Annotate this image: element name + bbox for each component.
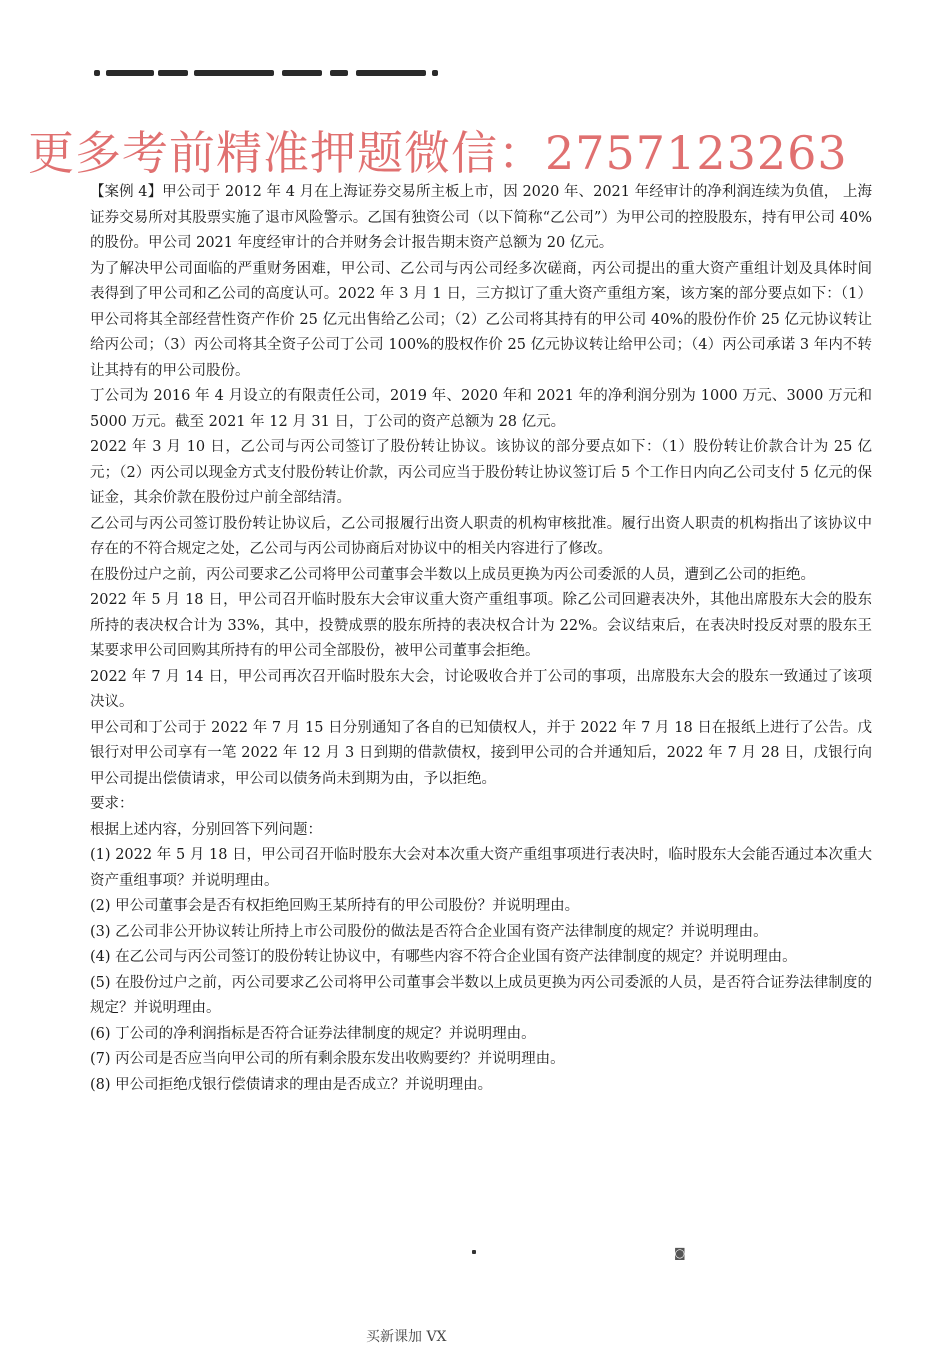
requirement-intro: 根据上述内容，分别回答下列问题：: [90, 821, 322, 838]
question-7: (7) 丙公司是否应当向甲公司的所有剩余股东发出收购要约？并说明理由。: [90, 1051, 565, 1067]
case-paragraph-2: 为了解决甲公司面临的严重财务困难，甲公司、乙公司与丙公司经多次磋商，丙公司提出的重大资产重组计划及具体时间表得到了甲公司和乙公司的高度认可。2022 年 3 月 1 日，三方拟订了重大资产重组方案，该方案的部分要点如下：（1）甲公司将其全部经营性资产作价 25 亿元出售给乙公司；（2）乙公司将其持有的甲公司 40%的股份作价 25 亿元协议转让给丙公司；（3）丙公司将其全资子公司丁公司 100%的股权作价 25 亿元协议转让给甲公司；（4）丙公司承诺 3 年内不转让其持有的甲公司股份。: [90, 260, 872, 379]
case-paragraph-1: [90, 180, 872, 257]
case-paragraph-6: 在股份过户之前，丙公司要求乙公司将甲公司董事会半数以上成员更换为丙公司委派的人员，遭到乙公司的拒绝。: [90, 566, 815, 583]
case-document: [90, 180, 872, 1098]
footer-text: 买新课加 VX: [366, 1329, 447, 1345]
scan-dot-mark: [472, 1250, 476, 1254]
case-paragraph-1-text: 甲公司于 2012 年 4 月在上海证券交易所主板上市，因 2020 年、2021 年经审计的净利润连续为负值， 上海证券交易所对其股票实施了退市风险警示。乙国有独资公司（以下简称“乙公司”）为甲公司的控股股东，持有甲公司 40%的股份。甲公司 2021 年度经审计的合并财务会计报告期末资产总额为 20 亿元。: [90, 184, 872, 251]
question-1: (1) 2022 年 5 月 18 日，甲公司召开临时股东大会对本次重大资产重组事项进行表决时，临时股东大会能否通过本次重大资产重组事项？并说明理由。: [90, 847, 872, 889]
case-paragraph-9: 甲公司和丁公司于 2022 年 7 月 15 日分别通知了各自的已知债权人，并于 2022 年 7 月 18 日在报纸上进行了公告。戊银行对甲公司享有一笔 2022 年 12 月 3 日到期的借款债权，接到甲公司的合并通知后，2022 年 7 月 28 日，戊银行向甲公司提出偿债请求，甲公司以债务尚未到期为由，予以拒绝。: [90, 719, 872, 787]
case-paragraph-3: 丁公司为 2016 年 4 月设立的有限责任公司，2019 年、2020 年和 2021 年的净利润分别为 1000 万元、3000 万元和 5000 万元。截至 2021 年 12 月 31 日，丁公司的资产总额为 28 亿元。: [90, 388, 872, 430]
case-paragraph-7: 2022 年 5 月 18 日，甲公司召开临时股东大会审议重大资产重组事项。除乙公司回避表决外，其他出席股东大会的股东所持的表决权合计为 33%，其中，投赞成票的股东所持的表决权合计为 22%。会议结束后，在表决时投反对票的股东王某要求甲公司回购其所持有的甲公司全部股份，被甲公司董事会拒绝。: [90, 592, 872, 659]
case-paragraph-4: 2022 年 3 月 10 日，乙公司与丙公司签订了股份转让协议。该协议的部分要点如下：（1）股份转让价款合计为 25 亿元；（2）丙公司以现金方式支付股份转让价款，丙公司应当于股份转让协议签订后 5 个工作日内向乙公司支付 5 亿元的保证金，其余价款在股份过户前全部结清。: [90, 439, 872, 506]
question-8: (8) 甲公司拒绝戊银行偿债请求的理由是否成立？并说明理由。: [90, 1076, 493, 1093]
header-scan-artifact: [94, 66, 444, 80]
requirement-label: 要求：: [90, 796, 134, 812]
question-2: (2) 甲公司董事会是否有权拒绝回购王某所持有的甲公司股份？并说明理由。: [90, 898, 580, 914]
watermark-text: 更多考前精准押题微信：2757123263: [28, 126, 848, 180]
question-3: (3) 乙公司非公开协议转让所持上市公司股份的做法是否符合企业国有资产法律制度的规定？并说明理由。: [90, 923, 768, 940]
question-6: (6) 丁公司的净利润指标是否符合证券法律制度的规定？并说明理由。: [90, 1025, 536, 1042]
case-paragraph-8: 2022 年 7 月 14 日，甲公司再次召开临时股东大会，讨论吸收合并丁公司的事项，出席股东大会的股东一致通过了该项决议。: [90, 668, 872, 710]
case-label: 【案例 4】: [90, 184, 163, 200]
question-4: (4) 在乙公司与丙公司签订的股份转让协议中，有哪些内容不符合企业国有资产法律制度的规定？并说明理由。: [90, 949, 797, 965]
question-5: (5) 在股份过户之前，丙公司要求乙公司将甲公司董事会半数以上成员更换为丙公司委派的人员，是否符合证券法律制度的规定？并说明理由。: [90, 974, 872, 1016]
case-paragraph-5: 乙公司与丙公司签订股份转让协议后，乙公司报履行出资人职责的机构审核批准。履行出资人职责的机构指出了该协议中存在的不符合规定之处，乙公司与丙公司协商后对协议中的相关内容进行了修改。: [90, 515, 872, 557]
scan-ring-mark: ◙: [674, 1246, 686, 1260]
